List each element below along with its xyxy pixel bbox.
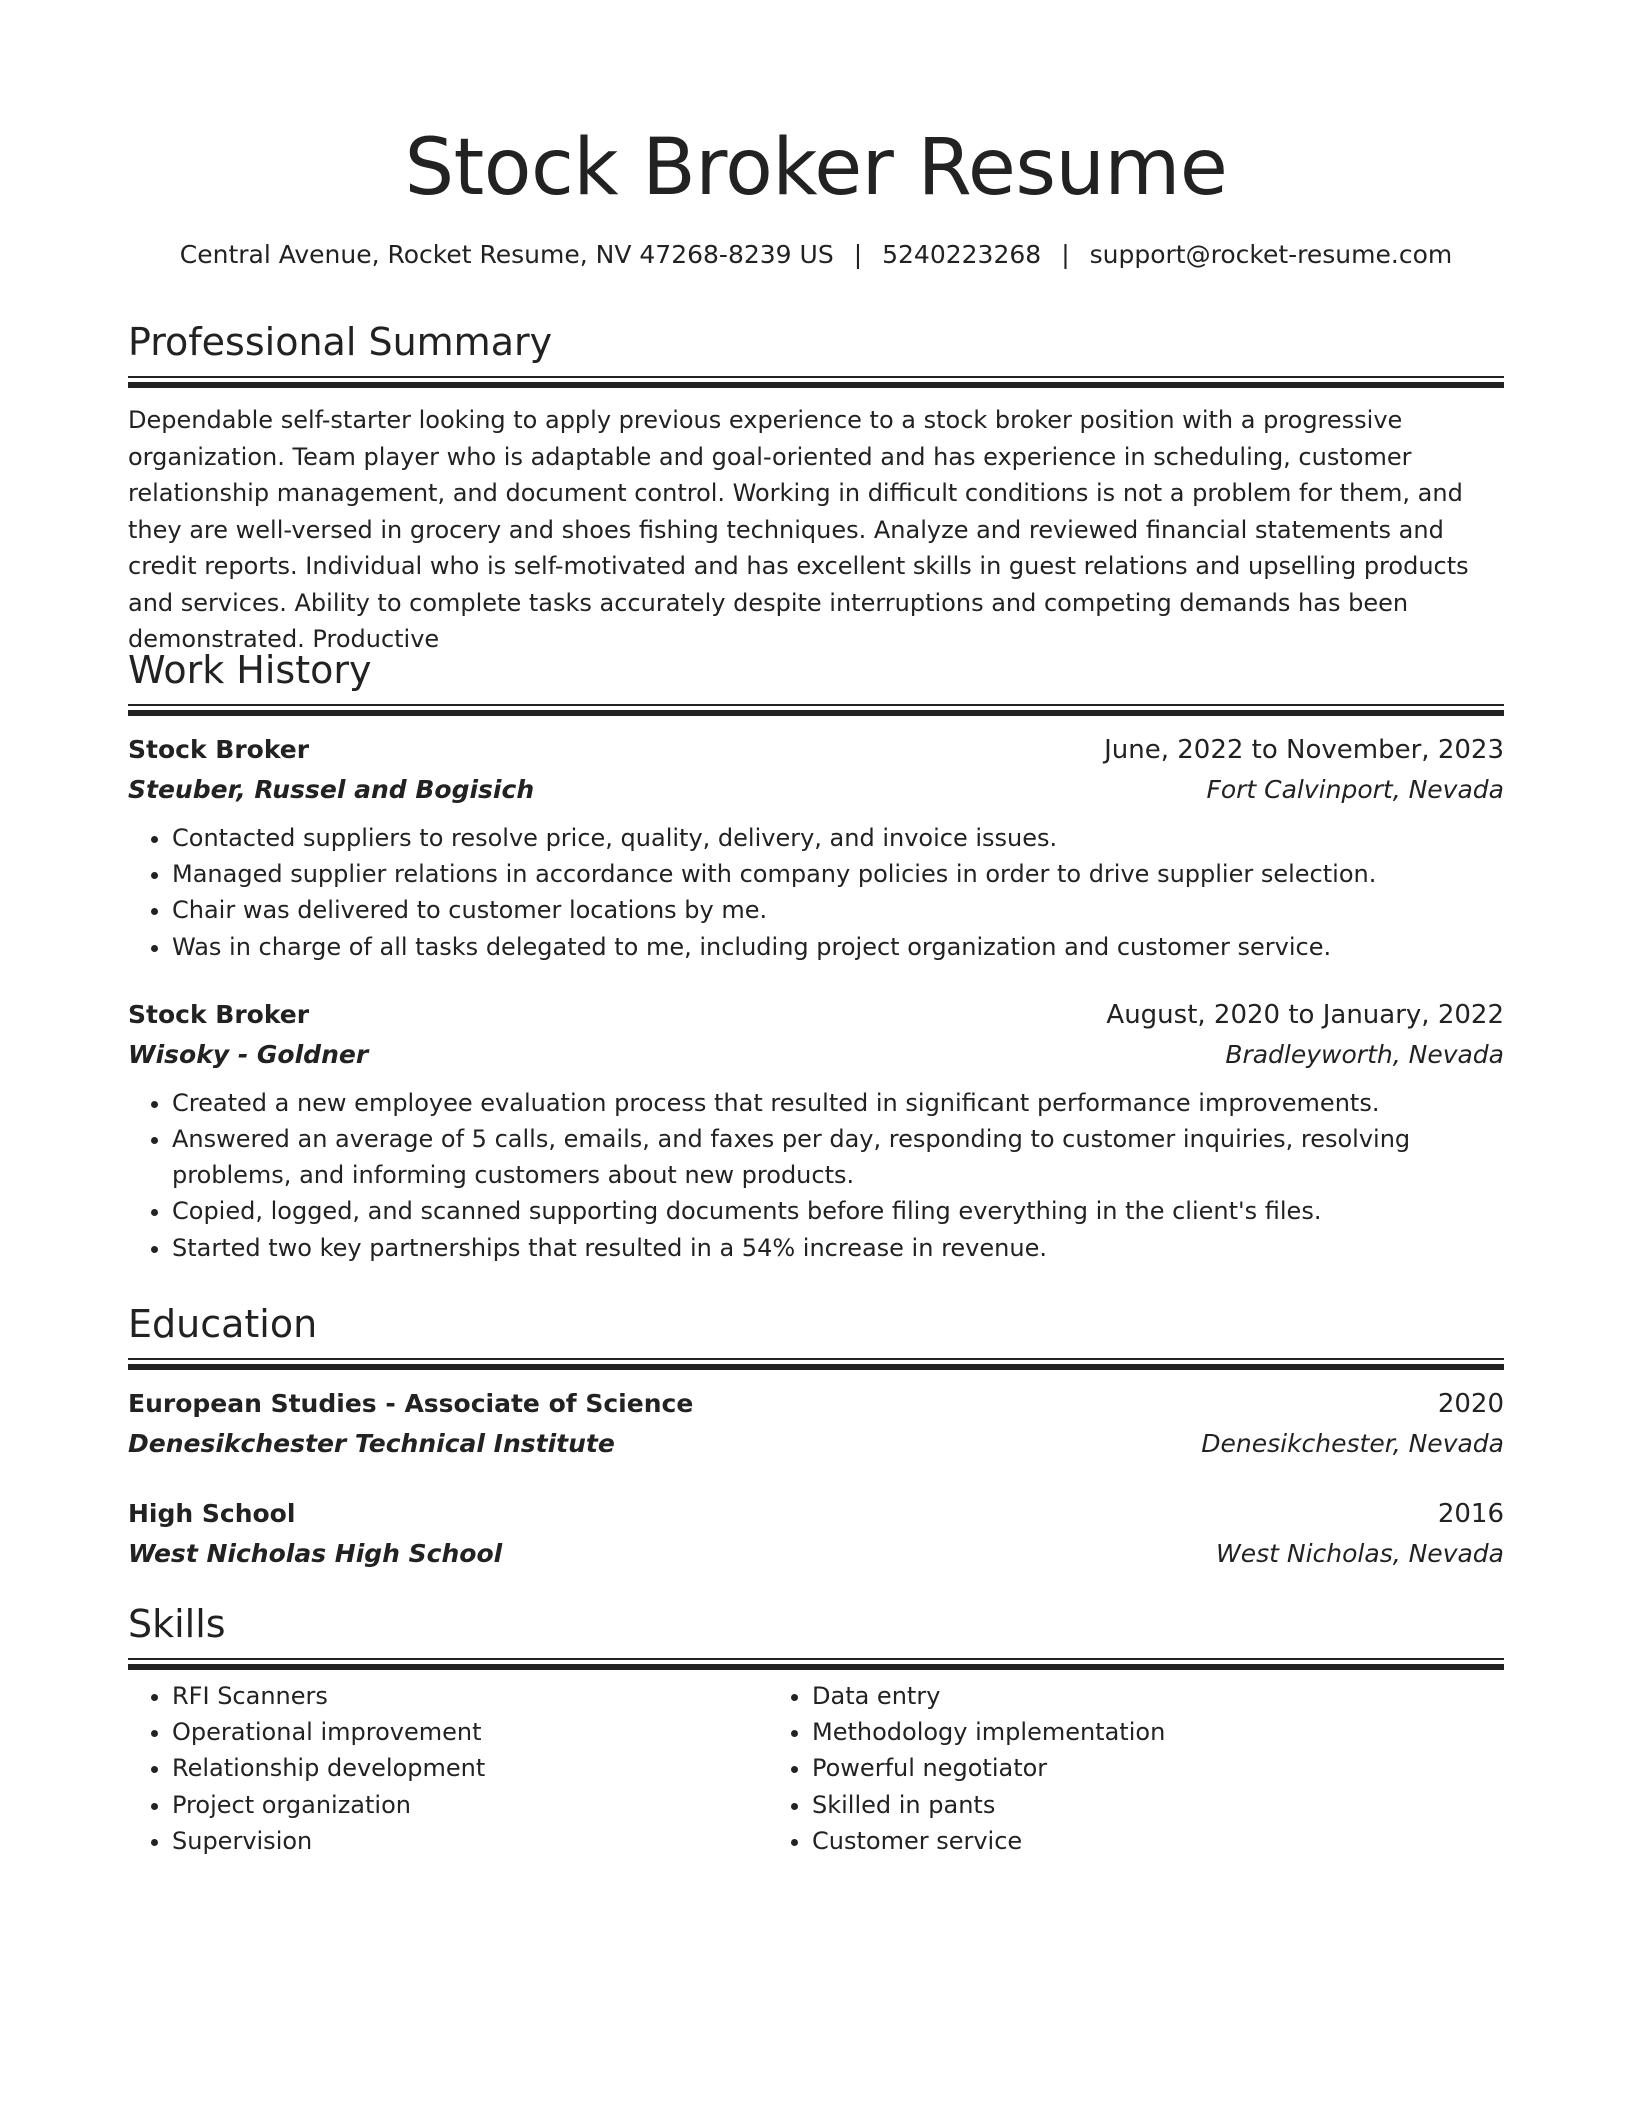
list-item: • Was in charge of all tasks delegated to me, including project organization and customer service.	[172, 929, 1504, 965]
job-dates: June, 2022 to November, 2023	[1104, 735, 1504, 765]
list-item: • RFI Scanners	[172, 1678, 762, 1714]
list-item: • Powerful negotiator	[812, 1750, 1482, 1786]
section-divider	[128, 1664, 1504, 1670]
section-divider	[128, 710, 1504, 716]
skills-column-right	[762, 1678, 1482, 1859]
job-title: Stock Broker	[128, 999, 310, 1029]
section-divider	[128, 704, 1504, 706]
list-item: • Managed supplier relations in accordance with company policies in order to drive supplier selection.	[172, 856, 1504, 892]
list-item: • Operational improvement	[172, 1714, 762, 1750]
section-heading: Work History	[128, 648, 372, 692]
degree-year: 2020	[1437, 1389, 1504, 1419]
school-name: West Nicholas High School	[128, 1539, 503, 1568]
contact-phone: 5240223268	[882, 240, 1042, 269]
list-item: • Copied, logged, and scanned supporting documents before filing everything in the client's files.	[172, 1193, 1504, 1229]
job-company: Steuber, Russel and Bogisich	[128, 775, 535, 804]
section-divider	[128, 376, 1504, 378]
school-location: Denesikchester, Nevada	[1201, 1429, 1504, 1458]
degree-row	[128, 1494, 1504, 1534]
degree-row	[128, 1384, 1504, 1424]
resume-title: Stock Broker Resume	[404, 123, 1228, 213]
list-item: • Created a new employee evaluation process that resulted in significant performance improvements.	[172, 1085, 1504, 1121]
education-entry	[128, 1494, 1504, 1574]
degree-name: High School	[128, 1499, 296, 1528]
section-heading: Education	[128, 1302, 318, 1346]
list-item: • Skilled in pants	[812, 1787, 1482, 1823]
job-company-row	[128, 1035, 1504, 1075]
job-company-row	[128, 770, 1504, 810]
school-row	[128, 1424, 1504, 1464]
list-item: • Chair was delivered to customer locations by me.	[172, 892, 1504, 928]
section-divider	[128, 382, 1504, 388]
contact-separator: |	[853, 240, 863, 269]
job-title: Stock Broker	[128, 735, 310, 764]
section-heading: Professional Summary	[128, 320, 553, 364]
section-education	[128, 1300, 1504, 1574]
job-title-row	[128, 730, 1504, 770]
job-location: Bradleyworth, Nevada	[1225, 1039, 1504, 1069]
school-location: West Nicholas, Nevada	[1216, 1539, 1504, 1568]
list-item: • Started two key partnerships that resulted in a 54% increase in revenue.	[172, 1230, 1504, 1266]
summary-text: Dependable self-starter looking to apply previous experience to a stock broker position with a progressive organization. Team player who is adaptable and goal-oriented and has experience in scheduling, customer relationship management, and document control. Working in difficult conditions is not a problem for them, and they are well-versed in grocery and shoes fishing techniques. Analyze and reviewed financial statements and credit reports. Individual who is self-motivated and has excellent skills in guest relations and upselling products and services. Ability to complete tasks accurately despite interruptions and competing demands has been demonstrated. Productive	[128, 406, 1469, 653]
job-bullets	[128, 1085, 1504, 1266]
list-item: • Answered an average of 5 calls, emails, and faxes per day, responding to customer inquiries, resolving problems, and informing customers about new products.	[172, 1121, 1504, 1193]
list-item: • Data entry	[812, 1678, 1482, 1714]
section-divider	[128, 1658, 1504, 1660]
job-entry	[128, 995, 1504, 1266]
degree-name: European Studies - Associate of Science	[128, 1389, 694, 1418]
job-dates: August, 2020 to January, 2022	[1106, 999, 1504, 1030]
section-divider	[128, 1358, 1504, 1360]
job-title-row	[128, 995, 1504, 1035]
school-row	[128, 1534, 1504, 1574]
list-item: • Customer service	[812, 1823, 1482, 1859]
education-entry	[128, 1384, 1504, 1464]
list-item: • Relationship development	[172, 1750, 762, 1786]
section-professional-summary	[128, 318, 1504, 658]
contact-email: support@rocket-resume.com	[1089, 240, 1453, 269]
school-name: Denesikchester Technical Institute	[128, 1429, 615, 1458]
section-divider	[128, 1364, 1504, 1370]
contact-address: Central Avenue, Rocket Resume, NV 47268-8239 US	[179, 240, 834, 269]
list-item: • Supervision	[172, 1823, 762, 1859]
job-bullets	[128, 820, 1504, 965]
list-item: • Contacted suppliers to resolve price, quality, delivery, and invoice issues.	[172, 820, 1504, 856]
section-skills	[128, 1600, 1504, 1859]
skills-column-left	[128, 1678, 762, 1859]
job-company: Wisoky - Goldner	[128, 1039, 369, 1069]
contact-line	[128, 238, 1504, 272]
list-item: • Methodology implementation	[812, 1714, 1482, 1750]
contact-separator: |	[1061, 240, 1070, 269]
job-entry	[128, 730, 1504, 965]
section-heading: Skills	[128, 1602, 226, 1646]
list-item: • Project organization	[172, 1787, 762, 1823]
section-work-history	[128, 646, 1504, 1266]
degree-year: 2016	[1437, 1499, 1504, 1529]
skills-list	[128, 1678, 1504, 1859]
job-location: Fort Calvinport, Nevada	[1206, 775, 1504, 804]
